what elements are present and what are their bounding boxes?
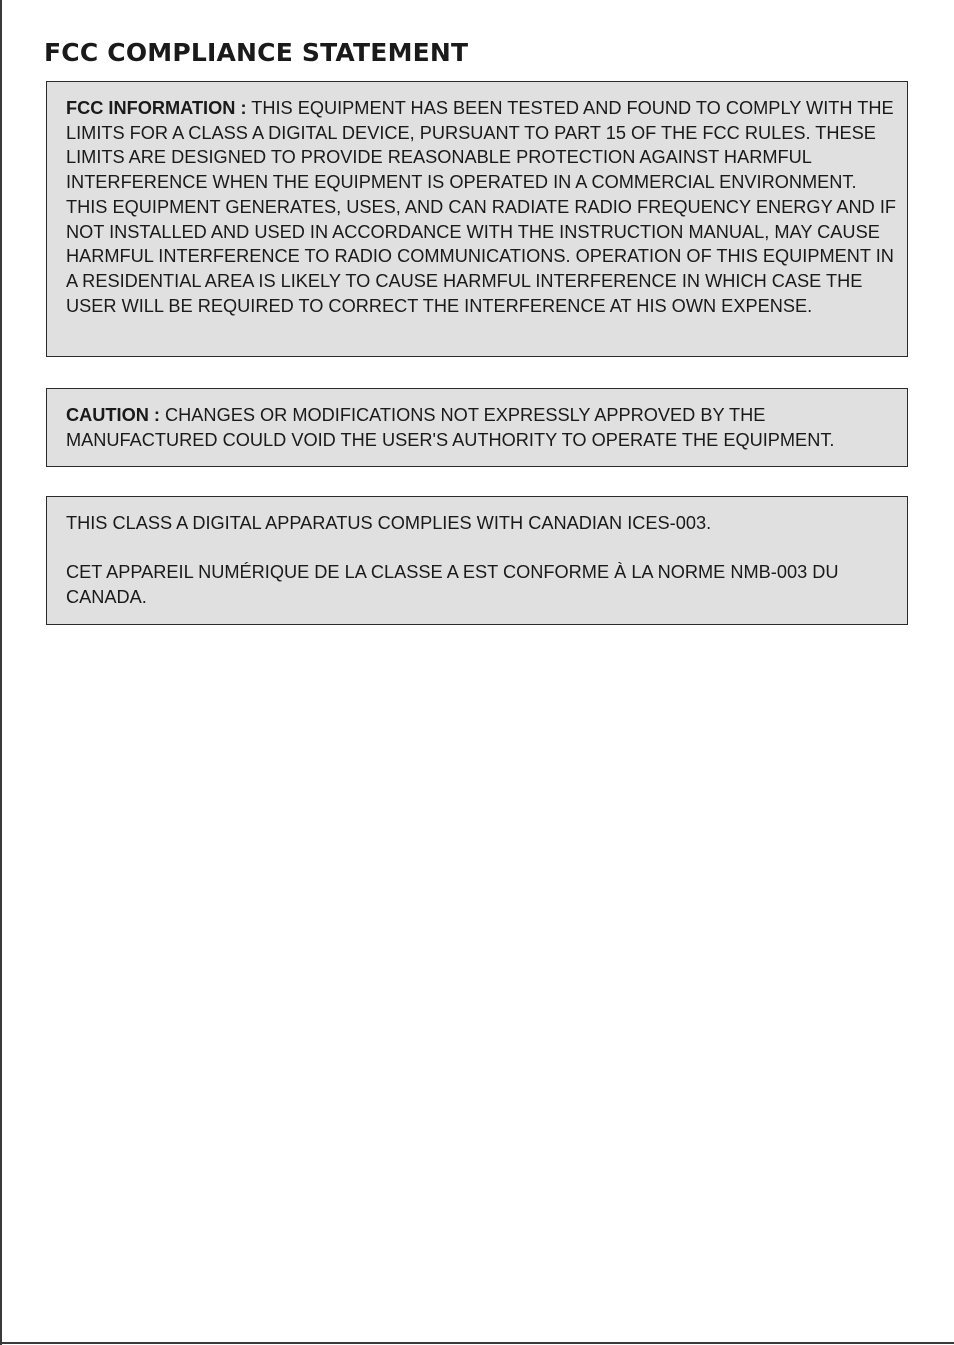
canada-compliance-box bbox=[46, 496, 908, 625]
caution-text: CHANGES OR MODIFICATIONS NOT EXPRESSLY APPROVED BY THE MANUFACTURED COULD VOID THE USER'S AUTHORITY TO OPERATE THE EQUIPMENT. bbox=[66, 405, 835, 450]
canada-english-text: THIS CLASS A DIGITAL APPARATUS COMPLIES WITH CANADIAN ICES-003. bbox=[66, 513, 712, 533]
fcc-information-box bbox=[46, 81, 908, 357]
caution-box bbox=[46, 388, 908, 467]
fcc-information-text: THIS EQUIPMENT HAS BEEN TESTED AND FOUND TO COMPLY WITH THE LIMITS FOR A CLASS A DIGITAL DEVICE, PURSUANT TO PART 15 OF THE FCC RULES. THESE LIMITS ARE DESIGNED TO PROVIDE REASONABLE PROTECTION AGAINST HARMFUL INTERFERENCE WHEN THE EQUIPMENT IS OPERATED IN A COMMERCIAL ENVIRONMENT. THIS EQUIPMENT GENERATES, USES, AND CAN RADIATE RADIO FREQUENCY ENERGY AND IF NOT INSTALLED AND USED IN ACCORDANCE WITH THE INSTRUCTION MANUAL, MAY CAUSE HARMFUL INTERFERENCE TO RADIO COMMUNICATIONS. OPERATION OF THIS EQUIPMENT IN A RESIDENTIAL AREA IS LIKELY TO CAUSE HARMFUL INTERFERENCE IN WHICH CASE THE USER WILL BE REQUIRED TO CORRECT THE INTERFERENCE AT HIS OWN EXPENSE. bbox=[66, 98, 897, 316]
page-border-left bbox=[0, 0, 2, 1345]
fcc-information-paragraph bbox=[66, 96, 901, 318]
page-border-bottom bbox=[0, 1342, 954, 1344]
caution-paragraph bbox=[66, 403, 901, 452]
canada-french-text: CET APPAREIL NUMÉRIQUE DE LA CLASSE A EST CONFORME À LA NORME NMB-003 DU CANADA. bbox=[66, 562, 839, 608]
fcc-information-label: FCC INFORMATION : bbox=[66, 98, 247, 118]
page-title: FCC COMPLIANCE STATEMENT bbox=[44, 38, 469, 67]
caution-label: CAUTION : bbox=[66, 405, 160, 425]
